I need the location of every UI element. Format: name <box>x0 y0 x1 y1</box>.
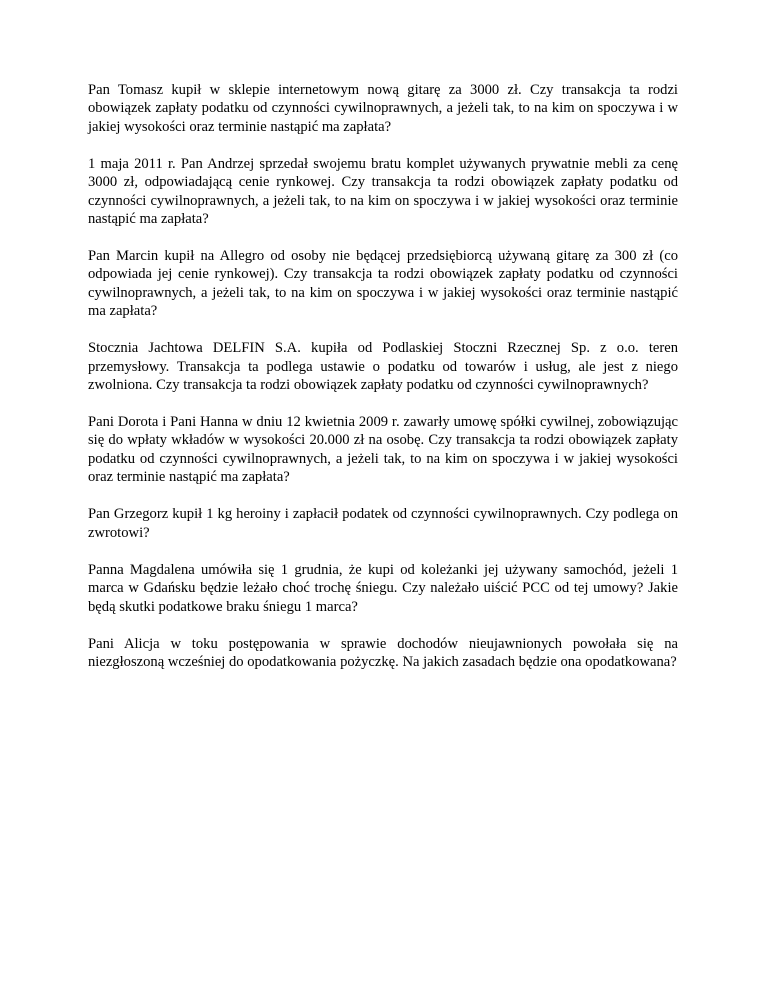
paragraph-1: Pan Tomasz kupił w sklepie internetowym nową gitarę za 3000 zł. Czy transakcja ta rodzi obowiązek zapłaty podatku od czynności cywilnoprawnych, a jeżeli tak, to na kim on spoczywa i w jakiej wysokości oraz terminie nastąpić ma zapłata? <box>88 82 678 135</box>
paragraph-7: Panna Magdalena umówiła się 1 grudnia, że kupi od koleżanki jej używany samochód, jeżeli 1 marca w Gdańsku będzie leżało choć trochę śniegu. Czy należało uiścić PCC od tej umowy? Jakie będą skutki podatkowe braku śniegu 1 marca? <box>88 561 678 615</box>
document-body <box>88 81 678 690</box>
paragraph-6: Pan Grzegorz kupił 1 kg heroiny i zapłacił podatek od czynności cywilnoprawnych. Czy podlega on zwrotowi? <box>88 506 678 541</box>
paragraph-8: Pani Alicja w toku postępowania w sprawie dochodów nieujawnionych powołała się na niezgłoszoną wcześniej do opodatkowania pożyczkę. Na jakich zasadach będzie ona opodatkowana? <box>88 635 678 670</box>
paragraph-2: 1 maja 2011 r. Pan Andrzej sprzedał swojemu bratu komplet używanych prywatnie mebli za cenę 3000 zł, odpowiadającą cenie rynkowej. Czy transakcja ta rodzi obowiązek zapłaty podatku od czynności cywilnoprawnych, a jeżeli tak, to na kim on spoczywa i w jakiej wysokości oraz terminie nastąpić ma zapłata? <box>88 155 678 228</box>
paragraph-4: Stocznia Jachtowa DELFIN S.A. kupiła od Podlaskiej Stoczni Rzecznej Sp. z o.o. teren przemysłowy. Transakcja ta podlega ustawie o podatku od towarów i usług, ale jest z niego zwolniona. Czy transakcja ta rodzi obowiązek zapłaty podatku od czynności cywilnoprawnych? <box>88 340 678 394</box>
paragraph-3: Pan Marcin kupił na Allegro od osoby nie będącej przedsiębiorcą używaną gitarę za 300 zł (co odpowiada jej cenie rynkowej). Czy transakcja ta rodzi obowiązek zapłaty podatku od czynności cywilnoprawnych, a jeżeli tak, to na kim on spoczywa i w jakiej wysokości oraz terminie nastąpić ma zapłata? <box>88 248 678 320</box>
paragraph-5: Pani Dorota i Pani Hanna w dniu 12 kwietnia 2009 r. zawarły umowę spółki cywilnej, zobowiązując się do wpłaty wkładów w wysokości 20.000 zł na osobę. Czy transakcja ta rodzi obowiązek zapłaty podatku od czynności cywilnoprawnych, a jeżeli tak, to na kim on spoczywa i w jakiej wysokości oraz terminie nastąpić ma zapłata? <box>88 414 678 486</box>
